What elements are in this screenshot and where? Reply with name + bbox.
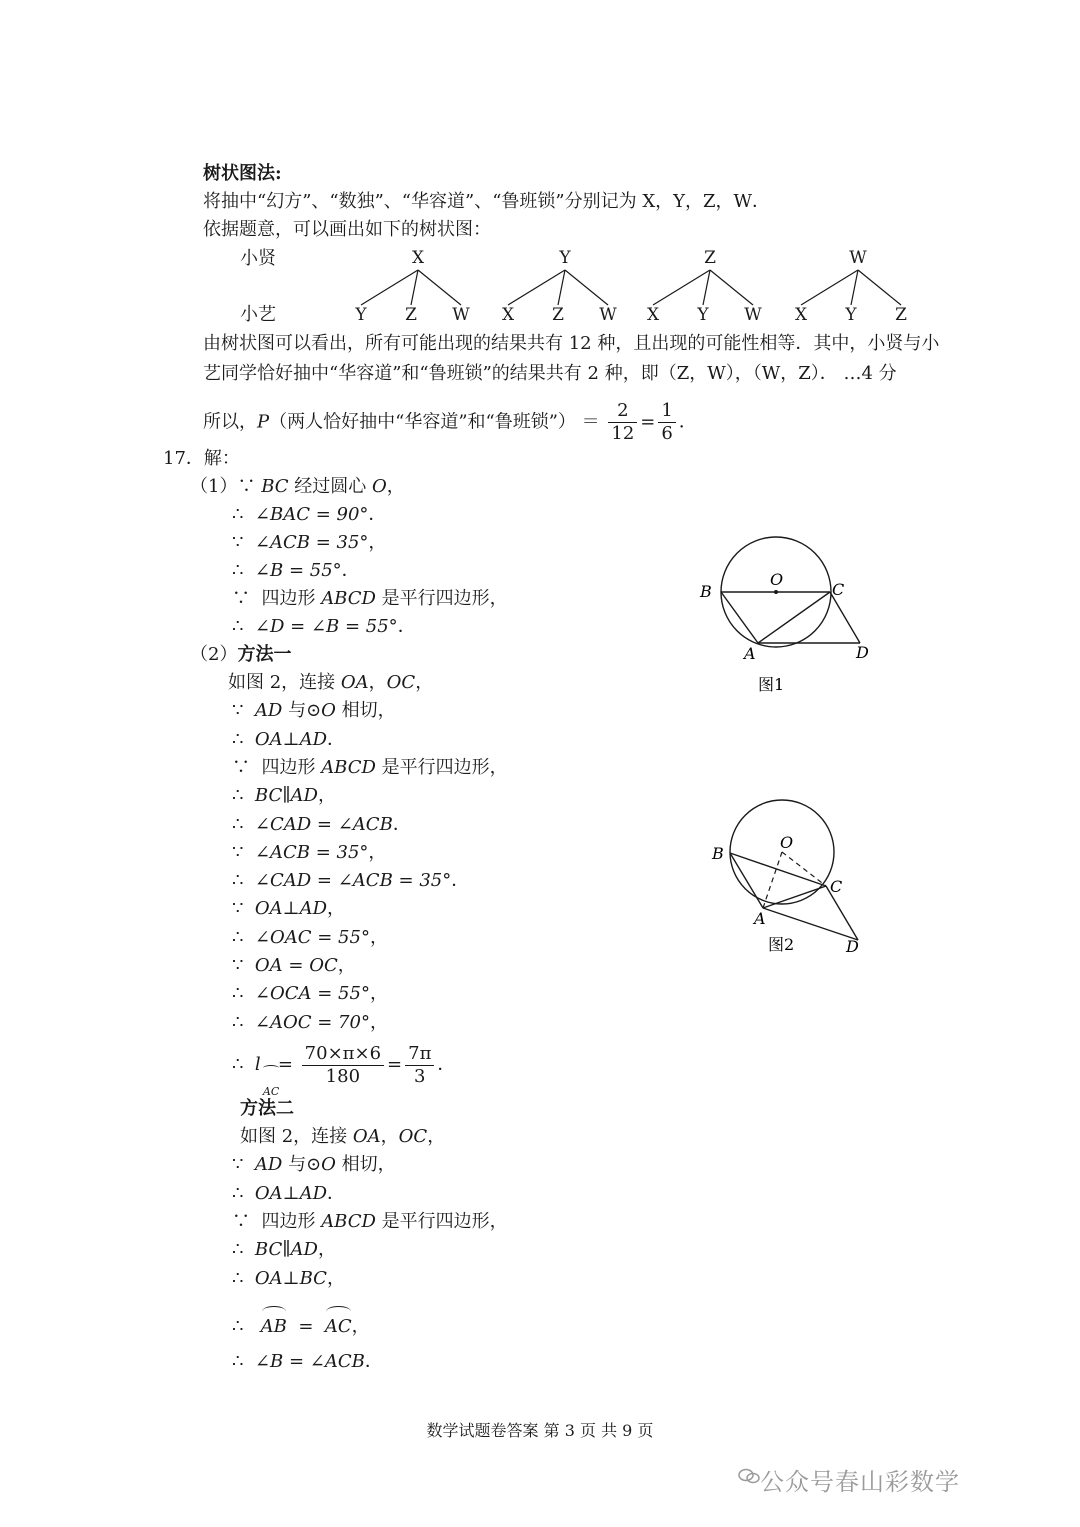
tree-branch xyxy=(565,270,608,305)
m1-lines-row: ∵ OA = OC， xyxy=(232,955,356,976)
tree-child-node: W xyxy=(599,305,617,325)
tree-child-node: X xyxy=(794,305,808,325)
q17-label: 17．解： xyxy=(163,448,240,469)
m1-lines-row: ∴ ∠CAD = ∠ACB = 35°． xyxy=(232,870,470,892)
tree-conclusion-2: 艺同学恰好抽中“华容道”和“鲁班锁”的结果共有 2 种，即（Z，W），（W，Z）． …4 分 xyxy=(203,363,897,384)
tree-diagram xyxy=(0,0,1080,340)
q17-p1-line1: （1）∵ BC 经过圆心 O， xyxy=(190,476,405,497)
fraction-7pi-3: $\frac{7\pi}{3}$ xyxy=(405,1043,434,1088)
fraction-2-12: $\frac{2}{12}$ xyxy=(608,400,637,445)
wechat-icon xyxy=(738,1468,760,1484)
tree-branch xyxy=(801,270,858,305)
arc-AC: AC xyxy=(325,1306,352,1342)
arc-AB: AB xyxy=(261,1306,287,1342)
fig2-label-O: O xyxy=(780,833,794,852)
tree-parent-node: W xyxy=(849,248,867,268)
fig2-label-B: B xyxy=(712,844,724,863)
arc-length-line: ∴ l AC = $\frac{70\times\pi\times 6}{180}$ = $\frac{7\pi}{3}$ ． xyxy=(232,1041,455,1089)
m1-lines-row: ∵ ∠ACB = 35°， xyxy=(232,841,387,863)
tree-method-line1: 将抽中“幻方”、“数独”、“华容道”、“鲁班锁”分别记为 X，Y，Z，W． xyxy=(203,191,771,212)
m1-lines-row: ∴ OA⊥AD． xyxy=(232,728,346,750)
tree-parent-node: Z xyxy=(704,248,716,268)
tree-parent-node: Y xyxy=(559,248,571,268)
m1-lines-row: ∴ ∠OAC = 55°， xyxy=(232,926,388,948)
tree-method-line2: 依据题意，可以画出如下的树状图： xyxy=(203,219,491,240)
fraction-1-6: $\frac{1}{6}$ xyxy=(658,400,675,445)
q17-p1-line2: ∴ ∠BAC = 90°． xyxy=(232,504,387,525)
last-line: ∴ ∠B = ∠ACB． xyxy=(232,1351,383,1372)
tree-child-node: Y xyxy=(697,305,709,325)
m2-lines-row: ∴ OA⊥BC， xyxy=(232,1267,345,1289)
fig1-label-A: A xyxy=(744,644,756,663)
m1-lines-row: ∴ ∠OCA = 55°， xyxy=(232,983,388,1005)
tree-row1-label: 小贤 xyxy=(240,248,276,269)
tree-child-node: X xyxy=(646,305,660,325)
m1-lines-row: ∴ ∠CAD = ∠ACB． xyxy=(232,813,411,835)
tree-branch xyxy=(418,270,461,305)
tree-row2-label: 小艺 xyxy=(240,304,276,325)
tree-branch xyxy=(710,270,753,305)
tree-branch xyxy=(508,270,565,305)
fraction-arc-calc: $\frac{70\times\pi\times 6}{180}$ xyxy=(302,1043,384,1088)
fig2-label-C: C xyxy=(830,877,843,896)
tree-branch xyxy=(653,270,710,305)
prob-P: P xyxy=(257,411,270,433)
prob-prefix: 所以， xyxy=(203,411,257,433)
probability-line: 所以，P（两人恰好抽中“华容道”和“鲁班锁”） ＝ $\frac{2}{12}$ = $\frac{1}{6}$ ． xyxy=(203,400,697,444)
q17-p1-line5: ∵ 四边形 ABCD 是平行四边形， xyxy=(232,588,508,609)
m2-lines-row: ∵ 四边形 ABCD 是平行四边形， xyxy=(232,1210,508,1232)
fig1-label-B: B xyxy=(700,582,712,601)
page-footer: 数学试题卷答案 第 3 页 共 9 页 xyxy=(426,1421,654,1440)
tree-child-node: X xyxy=(501,305,515,325)
tree-branch xyxy=(858,270,901,305)
m1-lines-row: ∴ ∠AOC = 70°， xyxy=(232,1011,388,1033)
tree-child-node: W xyxy=(452,305,470,325)
figure-1 xyxy=(690,530,890,700)
tree-child-node: Z xyxy=(552,305,564,325)
tree-branch xyxy=(851,270,858,305)
arc-length-symbol: l AC xyxy=(255,1054,261,1075)
fig1-caption: 图1 xyxy=(758,675,785,694)
tree-child-node: Y xyxy=(355,305,367,325)
m1-lines-row: ∵ AD 与⊙O 相切， xyxy=(232,700,396,722)
tree-method-heading: 树状图法: xyxy=(203,163,282,184)
fig1-label-D: D xyxy=(856,643,869,662)
m2-lines-row: ∴ OA⊥AD． xyxy=(232,1182,346,1204)
m1-lines-row: ∴ BC∥AD， xyxy=(232,785,336,807)
tree-parent-node: X xyxy=(411,248,425,268)
fig2-caption: 图2 xyxy=(768,935,795,954)
figure-2 xyxy=(700,790,880,965)
arc-equal-line: ∴ AB = AC， xyxy=(232,1306,370,1336)
prob-event: （两人恰好抽中“华容道”和“鲁班锁”） ＝ xyxy=(269,411,600,433)
method2-header: 方法二 xyxy=(240,1098,294,1119)
m2-lines-row: ∴ BC∥AD， xyxy=(232,1239,336,1261)
tree-child-node: Z xyxy=(405,305,417,325)
m1-lines-row: ∵ 四边形 ABCD 是平行四边形， xyxy=(232,756,508,778)
fig1-label-O: O xyxy=(770,570,784,589)
fig2-label-D: D xyxy=(846,937,859,956)
q17-p1-line4: ∴ ∠B = 55°． xyxy=(232,560,360,581)
fig2-label-A: A xyxy=(754,909,766,928)
q17-p1-line3: ∵ ∠ACB = 35°， xyxy=(232,532,387,553)
m2-lines-row: 如图 2，连接 OA，OC， xyxy=(240,1126,446,1147)
q17-p2-header: （2）方法一 xyxy=(190,644,292,665)
tree-child-node: Z xyxy=(895,305,907,325)
tree-branch xyxy=(411,270,418,305)
m1-lines-row: ∵ OA⊥AD， xyxy=(232,898,346,920)
m1-lines-row: 如图 2，连接 OA，OC， xyxy=(228,672,434,693)
m2-lines-row: ∵ AD 与⊙O 相切， xyxy=(232,1154,396,1176)
tree-child-node: Y xyxy=(845,305,857,325)
tree-child-node: W xyxy=(744,305,762,325)
watermark-text: 公众号春山彩数学 xyxy=(760,1468,960,1496)
tree-branch xyxy=(558,270,565,305)
tree-conclusion-1: 由树状图可以看出，所有可能出现的结果共有 12 种，且出现的可能性相等．其中，小贤与小 xyxy=(203,333,940,354)
tree-branch xyxy=(361,270,418,305)
tree-branch xyxy=(703,270,710,305)
fig1-label-C: C xyxy=(832,580,845,599)
q17-p1-line6: ∴ ∠D = ∠B = 55°． xyxy=(232,616,416,637)
